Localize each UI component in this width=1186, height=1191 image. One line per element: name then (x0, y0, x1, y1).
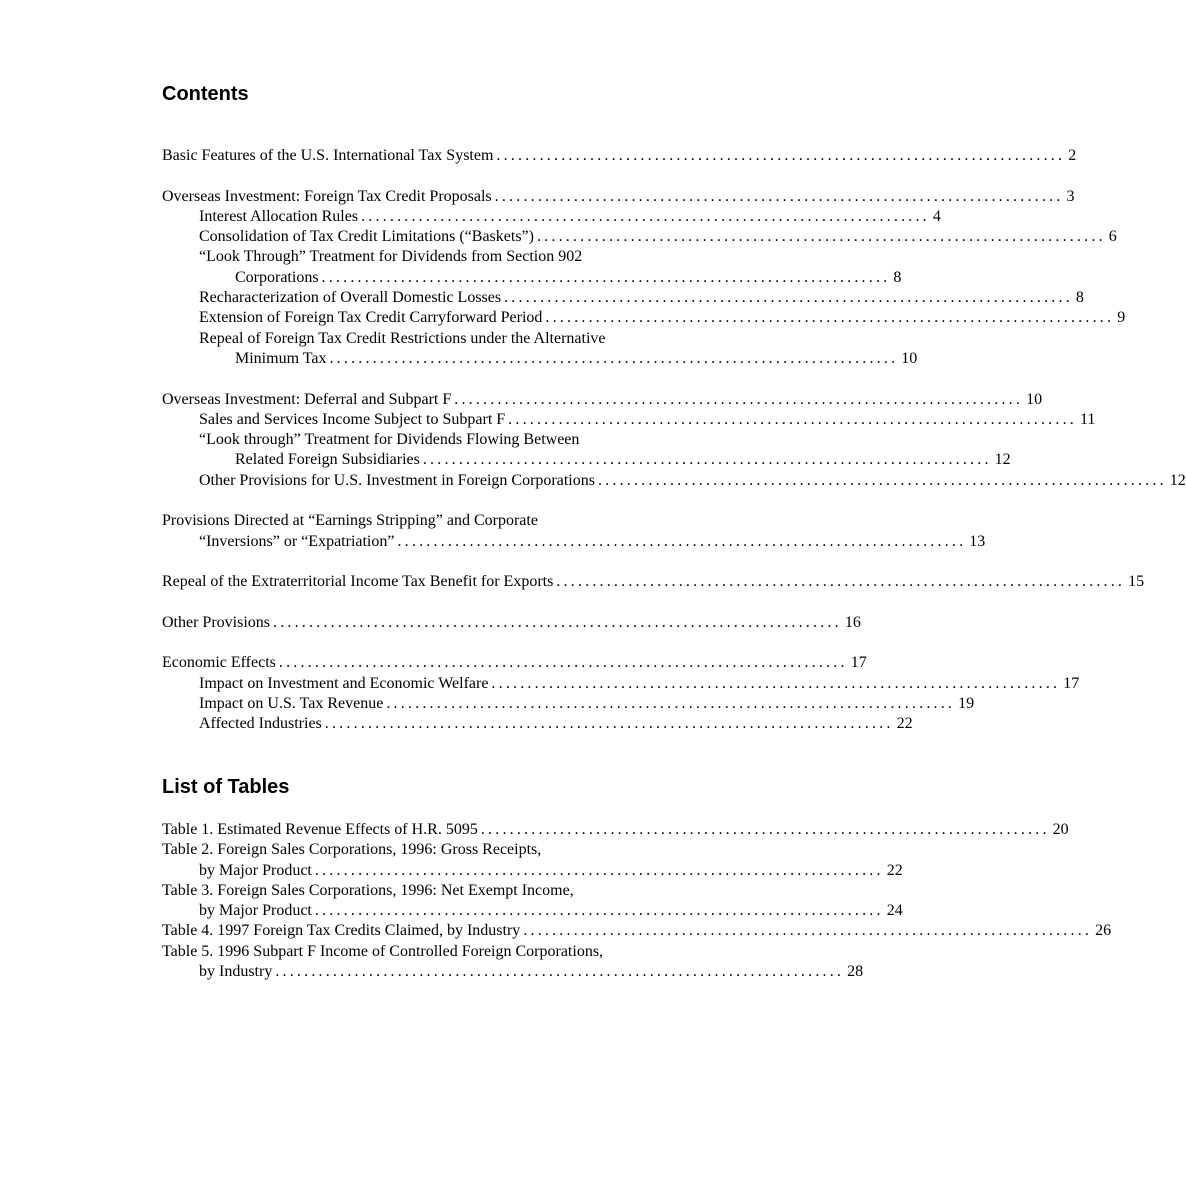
table-entry-title: Table 2. Foreign Sales Corporations, 1996: Gross Receipts, (162, 841, 542, 859)
dot-leader: ............................................................................... (275, 963, 845, 981)
table-entry-title: by Major Product (199, 861, 312, 879)
toc-entry-page-number: 10 (1026, 390, 1043, 408)
table-entry (162, 962, 864, 982)
dot-leader: ............................................................................... (597, 471, 1167, 489)
toc-entry (162, 572, 1145, 592)
dot-leader: ............................................................................... (480, 821, 1050, 838)
toc-entry-title: Interest Allocation Rules (199, 207, 359, 225)
toc-entry (162, 146, 1077, 166)
dot-leader: ............................................................................... (314, 902, 884, 920)
dot-leader: ............................................................................... (508, 410, 1077, 428)
toc-entry-title: Basic Features of the U.S. International Tax System (162, 147, 494, 164)
list-of-tables-list (162, 820, 1112, 982)
dot-leader: ............................................................................... (273, 613, 842, 631)
toc-entry-page-number: 10 (901, 349, 918, 367)
toc-entry-page-number: 9 (1117, 309, 1126, 327)
table-entry-page-number: 20 (1052, 821, 1069, 838)
toc-entry-title: Consolidation of Tax Credit Limitations (“Baskets”) (199, 228, 534, 246)
toc-entry-page-number: 11 (1079, 410, 1096, 428)
toc-entry (162, 329, 759, 349)
toc-entry-page-number: 8 (893, 268, 902, 286)
dot-leader: ............................................................................... (494, 187, 1064, 205)
toc-entry-title: Minimum Tax (235, 349, 327, 367)
table-entry-page-number: 22 (886, 861, 903, 879)
toc-entry-title: Corporations (235, 268, 319, 286)
toc-entry (162, 390, 1043, 410)
toc-entry-page-number: 22 (896, 715, 913, 733)
toc-entry-title: Impact on U.S. Tax Revenue (199, 695, 384, 713)
toc-entry (162, 207, 941, 227)
toc-entry (162, 471, 1186, 491)
table-entry-title: Table 5. 1996 Subpart F Income of Controlled Foreign Corporations, (162, 942, 604, 960)
list-of-tables-heading: List of Tables (162, 776, 290, 798)
toc-entry-title: Other Provisions for U.S. Investment in Foreign Corporations (199, 471, 595, 489)
toc-entry (162, 308, 1126, 328)
toc-entry (162, 187, 1075, 207)
toc-entry-title: Overseas Investment: Foreign Tax Credit Proposals (162, 187, 492, 205)
dot-leader: ............................................................................... (556, 573, 1126, 591)
toc-entry-title: Repeal of Foreign Tax Credit Restrictions under the Alternative (199, 329, 606, 347)
dot-leader: ............................................................................... (386, 695, 956, 713)
dot-leader: ............................................................................... (361, 207, 930, 225)
toc-entry-page-number: 2 (1068, 147, 1077, 164)
toc-entry-title: Extension of Foreign Tax Credit Carryforward Period (199, 309, 543, 327)
toc-entry (162, 674, 1080, 694)
toc-entry (162, 714, 913, 734)
toc-entry-title: Provisions Directed at “Earnings Stripping” and Corporate (162, 512, 538, 530)
contents-list (162, 146, 1186, 735)
toc-entry-page-number: 17 (850, 654, 867, 672)
dot-leader: ............................................................................... (314, 861, 884, 879)
dot-leader: ............................................................................... (536, 228, 1106, 246)
table-entry-title: by Industry (199, 963, 273, 981)
toc-entry-title: Recharacterization of Overall Domestic Losses (199, 289, 502, 307)
dot-leader: ............................................................................... (329, 349, 899, 367)
toc-entry-title: Other Provisions (162, 613, 270, 631)
dot-leader: ............................................................................... (422, 451, 992, 469)
table-entry-title: Table 3. Foreign Sales Corporations, 1996: Net Exempt Income, (162, 881, 574, 899)
toc-entry (162, 268, 902, 288)
table-entry-page-number: 24 (886, 902, 903, 920)
dot-leader: ............................................................................... (491, 674, 1061, 692)
table-entry (162, 901, 903, 921)
toc-entry-page-number: 12 (994, 451, 1011, 469)
toc-entry (162, 349, 918, 369)
table-entry (162, 881, 759, 901)
toc-entry-title: Affected Industries (199, 715, 322, 733)
toc-entry-page-number: 16 (844, 613, 861, 631)
toc-entry (162, 694, 975, 714)
dot-leader: ............................................................................... (454, 390, 1024, 408)
toc-entry (162, 450, 1011, 470)
toc-entry-title: “Look through” Treatment for Dividends Flowing Between (199, 431, 580, 449)
toc-entry-page-number: 15 (1128, 573, 1145, 591)
toc-entry-page-number: 4 (932, 207, 941, 225)
toc-entry-title: “Inversions” or “Expatriation” (199, 532, 395, 550)
contents-heading: Contents (162, 83, 249, 105)
toc-entry-page-number: 19 (958, 695, 975, 713)
toc-entry-page-number: 3 (1066, 187, 1075, 205)
toc-entry-page-number: 13 (969, 532, 986, 550)
toc-entry-title: Sales and Services Income Subject to Subpart F (199, 410, 506, 428)
dot-leader: ............................................................................... (321, 268, 891, 286)
dot-leader: ............................................................................... (523, 922, 1093, 940)
toc-entry-page-number: 12 (1169, 471, 1186, 489)
toc-entry-page-number: 8 (1075, 289, 1084, 307)
toc-entry-title: Overseas Investment: Deferral and Subpart F (162, 390, 452, 408)
table-entry-title: by Major Product (199, 902, 312, 920)
table-entry (162, 820, 1069, 840)
dot-leader: ............................................................................... (278, 654, 848, 672)
toc-entry (162, 613, 861, 633)
table-entry-title: Table 1. Estimated Revenue Effects of H.R. 5095 (162, 821, 478, 838)
toc-entry (162, 532, 986, 552)
toc-entry (162, 430, 759, 450)
table-entry-page-number: 26 (1095, 922, 1112, 940)
toc-entry (162, 247, 759, 267)
toc-entry-title: Impact on Investment and Economic Welfare (199, 674, 489, 692)
toc-entry-page-number: 17 (1063, 674, 1080, 692)
toc-entry-page-number: 6 (1108, 228, 1117, 246)
toc-entry (162, 511, 759, 531)
table-entry (162, 942, 759, 962)
toc-entry-title: Repeal of the Extraterritorial Income Tax Benefit for Exports (162, 573, 554, 591)
table-entry (162, 861, 903, 881)
dot-leader: ............................................................................... (496, 147, 1066, 164)
table-entry-page-number: 28 (847, 963, 864, 981)
table-entry (162, 840, 759, 860)
toc-entry (162, 288, 1084, 308)
toc-entry-title: Related Foreign Subsidiaries (235, 451, 420, 469)
toc-entry (162, 227, 1117, 247)
dot-leader: ............................................................................... (324, 715, 894, 733)
toc-entry (162, 653, 867, 673)
dot-leader: ............................................................................... (504, 289, 1073, 307)
toc-entry (162, 410, 1096, 430)
toc-entry-title: Economic Effects (162, 654, 276, 672)
toc-entry-title: “Look Through” Treatment for Dividends from Section 902 (199, 248, 583, 266)
table-entry-title: Table 4. 1997 Foreign Tax Credits Claimed, by Industry (162, 922, 521, 940)
dot-leader: ............................................................................... (397, 532, 967, 550)
dot-leader: ............................................................................... (545, 309, 1115, 327)
table-entry (162, 921, 1112, 941)
